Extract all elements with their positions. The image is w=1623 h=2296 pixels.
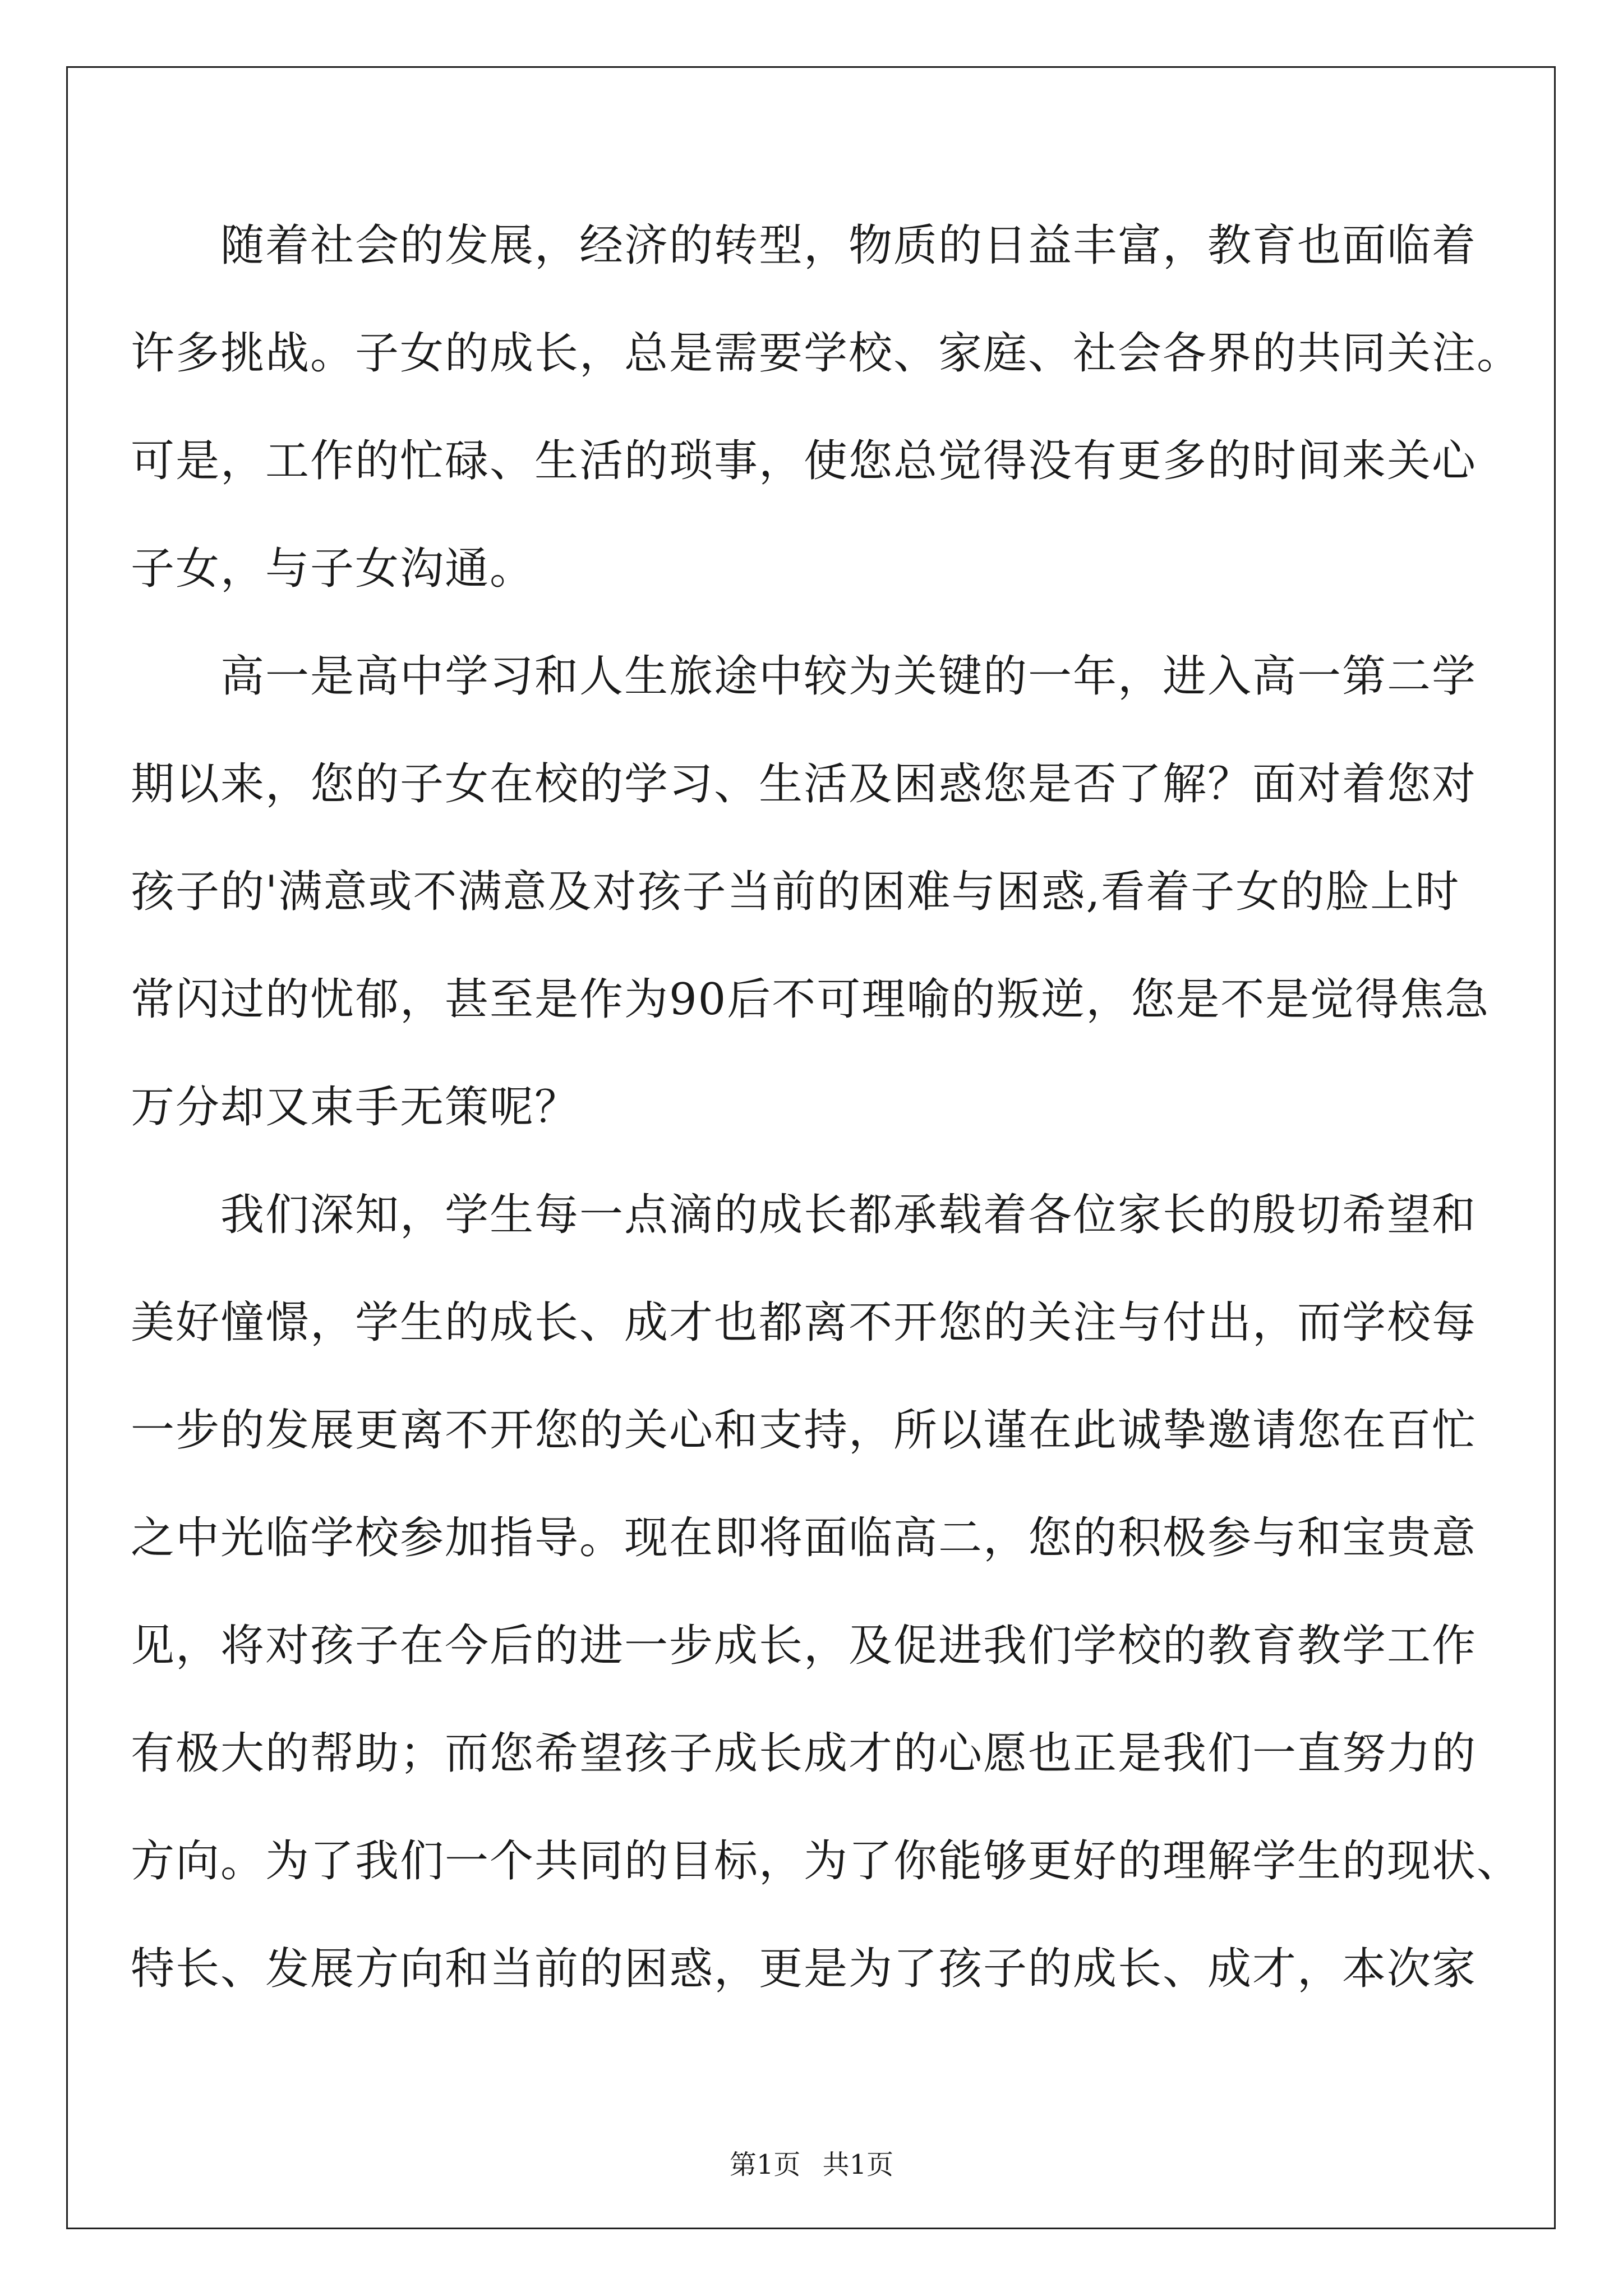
paragraph-1-line-1: 随着社会的发展，经济的转型，物质的日益丰富，教育也面临着 [220, 220, 1477, 271]
paragraph-3-line-7: 方向。为了我们一个共同的目标，为了你能够更好的理解学生的现状、 [131, 1836, 1522, 1887]
paragraph-3-line-4: 之中光临学校参加指导。现在即将面临高二，您的积极参与和宝贵意 [131, 1513, 1477, 1563]
paragraph-2-line-5: 万分却又束手无策呢？ [131, 1082, 580, 1133]
paragraph-1-line-3: 可是，工作的忙碌、生活的琐事，使您总觉得没有更多的时间来关心 [131, 436, 1477, 486]
paragraph-3-line-2: 美好憧憬，学生的成长、成才也都离不开您的关注与付出，而学校每 [131, 1297, 1477, 1348]
paragraph-1-line-2: 许多挑战。子女的成长，总是需要学校、家庭、社会各界的共同关注。 [131, 328, 1522, 379]
paragraph-2-line-2: 期以来，您的子女在校的学习、生活及困惑您是否了解？面对着您对 [131, 759, 1477, 809]
paragraph-3-line-5: 见，将对孩子在今后的进一步成长，及促进我们学校的教育教学工作 [131, 1621, 1477, 1671]
paragraph-3-line-8: 特长、发展方向和当前的困惑，更是为了孩子的成长、成才，本次家 [131, 1944, 1477, 1994]
paragraph-1-line-4: 子女，与子女沟通。 [131, 544, 535, 594]
paragraph-3-line-1: 我们深知，学生每一点滴的成长都承载着各位家长的殷切希望和 [220, 1190, 1477, 1240]
paragraph-2-line-3: 孩子的'满意或不满意及对孩子当前的困难与困惑,看着子女的脸上时 [131, 867, 1460, 917]
page-number: 第1页 [729, 2149, 801, 2180]
page-footer [0, 2143, 1623, 2182]
paragraph-2-line-4: 常闪过的忧郁，甚至是作为90后不可理喻的叛逆，您是不是觉得焦急 [131, 974, 1490, 1025]
paragraph-2-line-1: 高一是高中学习和人生旅途中较为关键的一年，进入高一第二学 [220, 651, 1477, 702]
page-total: 共1页 [822, 2149, 894, 2180]
paragraph-3-line-6: 有极大的帮助；而您希望孩子成长成才的心愿也正是我们一直努力的 [131, 1728, 1477, 1779]
paragraph-3-line-3: 一步的发展更离不开您的关心和支持，所以谨在此诚挚邀请您在百忙 [131, 1405, 1477, 1456]
